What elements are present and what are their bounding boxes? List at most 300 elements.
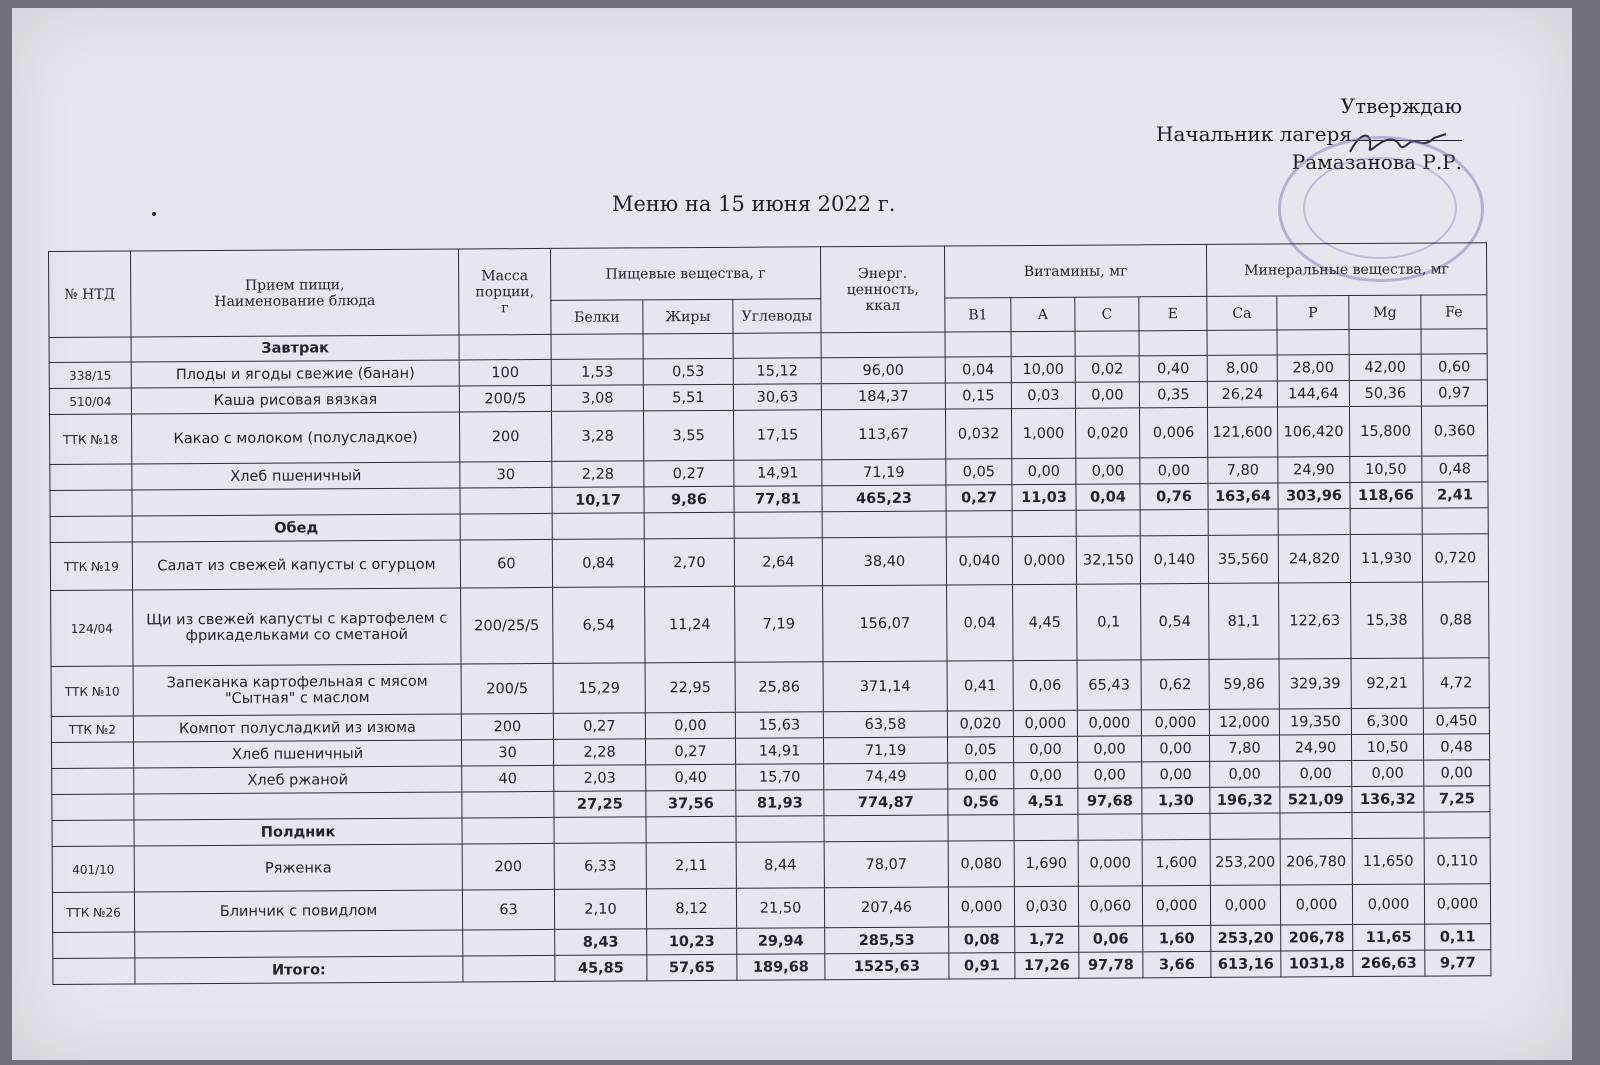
header-mass [458, 248, 551, 335]
cell-empty [1349, 329, 1421, 354]
cell-code [52, 794, 134, 821]
cell-carbs: 15,63 [735, 712, 823, 739]
cell-c: 0,02 [1075, 356, 1139, 382]
cell-a: 1,72 [1015, 926, 1079, 952]
cell-empty [1139, 330, 1207, 355]
cell-empty [1208, 509, 1278, 535]
cell-c: 0,06 [1079, 926, 1143, 952]
cell-value: 0,48 [1423, 734, 1489, 760]
cell-p: 24,820 [1278, 535, 1350, 583]
cell-b1: 0,032 [945, 409, 1011, 459]
cell-dish-name: Какао с молоком (полусладкое) [131, 412, 459, 464]
cell-p: 206,78 [1281, 925, 1353, 951]
cell-value: 0,00 [1424, 760, 1490, 786]
cell-mg: 11,650 [1352, 838, 1424, 884]
cell-empty [1422, 508, 1488, 534]
cell-value: 0,11 [1425, 924, 1491, 950]
header-meal-name-line1: Прием пищи, [244, 276, 345, 294]
cell-a: 0,000 [1012, 536, 1076, 584]
cell-code [53, 932, 135, 959]
cell-energy: 113,67 [821, 409, 945, 460]
cell-a: 0,00 [1014, 762, 1078, 788]
cell-b1: 0,15 [945, 383, 1011, 409]
cell-c: 0,060 [1078, 886, 1142, 926]
cell-empty [1424, 812, 1490, 838]
cell-a: 0,03 [1011, 382, 1075, 408]
cell-value: 0,450 [1423, 708, 1489, 734]
cell-fat: 8,12 [646, 888, 736, 929]
cell-empty [734, 512, 822, 539]
cell-ca: 7,80 [1208, 457, 1278, 483]
header-p: P [1277, 296, 1349, 330]
cell-mg: 50,36 [1349, 380, 1421, 406]
cell-dish-name: Хлеб пшеничный [132, 462, 460, 490]
cell-ca: 253,20 [1211, 925, 1281, 951]
cell-value: 0,60 [1421, 354, 1487, 380]
cell-p: 144,64 [1277, 381, 1349, 407]
cell-e: 0,006 [1139, 407, 1207, 457]
cell-ca: 121,600 [1207, 407, 1277, 457]
cell-mg: 10,50 [1350, 456, 1422, 482]
cell-c: 0,00 [1077, 736, 1141, 762]
cell-energy: 184,37 [821, 383, 945, 410]
cell-empty [462, 817, 554, 844]
page-title: Меню на 15 июня 2022 г. [612, 192, 896, 216]
cell-energy: 465,23 [822, 485, 946, 512]
menu-table [48, 242, 1491, 985]
cell-a: 0,00 [1013, 736, 1077, 762]
cell-e: 0,76 [1140, 483, 1208, 509]
cell-p: 0,00 [1280, 761, 1352, 787]
cell-empty [1142, 813, 1210, 839]
table-row [51, 582, 1489, 667]
cell-ca: 196,32 [1210, 787, 1280, 813]
cell-dish-name: Хлеб ржаной [134, 766, 462, 794]
cell-b1: 0,05 [946, 459, 1012, 485]
cell-carbs: 25,86 [735, 662, 823, 713]
cell-c: 0,00 [1078, 762, 1142, 788]
cell-carbs: 15,12 [733, 358, 821, 385]
cell-e: 0,000 [1141, 709, 1209, 735]
cell-ca: 0,000 [1210, 885, 1280, 925]
cell-fat: 10,23 [647, 928, 737, 955]
cell-empty [644, 512, 734, 539]
header-a: A [1011, 297, 1075, 331]
cell-p: 0,000 [1280, 885, 1352, 925]
cell-carbs: 8,44 [736, 842, 824, 889]
cell-mg: 136,32 [1352, 786, 1424, 812]
cell-code: ТТК №10 [51, 666, 133, 717]
cell-empty [1421, 329, 1487, 354]
cell-p: 24,90 [1279, 735, 1351, 761]
cell-ca: 81,1 [1209, 583, 1279, 659]
cell-empty [1278, 509, 1350, 535]
cell-c: 32,150 [1076, 536, 1140, 584]
cell-ca: 12,000 [1209, 709, 1279, 735]
cell-carbs: 29,94 [737, 928, 825, 955]
cell-dish-name: Компот полусладкий из изюма [133, 714, 461, 742]
cell-p: 1031,8 [1281, 951, 1353, 977]
cell-b1: 0,04 [947, 585, 1013, 661]
cell-code [52, 820, 134, 847]
cell-energy: 74,49 [824, 763, 948, 790]
cell-protein: 6,33 [554, 843, 646, 890]
cell-code: ТТК №26 [52, 892, 134, 933]
table-row [49, 406, 1487, 465]
cell-mass: 200 [459, 411, 551, 462]
cell-empty [459, 334, 551, 360]
cell-e: 0,00 [1141, 735, 1209, 761]
cell-empty [1075, 331, 1139, 356]
cell-value: 9,77 [1425, 950, 1491, 976]
cell-p: 24,90 [1278, 457, 1350, 483]
cell-mass: 200 [461, 713, 553, 740]
cell-dish-name [132, 488, 460, 516]
cell-protein: 10,17 [552, 487, 644, 514]
cell-fat: 5,51 [643, 384, 733, 411]
cell-ca: 163,64 [1208, 483, 1278, 509]
cell-c: 97,78 [1079, 952, 1143, 978]
cell-fat: 37,56 [646, 790, 736, 817]
cell-protein: 2,03 [554, 765, 646, 792]
cell-mass [463, 955, 555, 982]
cell-protein: 0,84 [552, 539, 644, 588]
cell-fat: 0,53 [643, 358, 733, 385]
cell-value: 0,000 [1424, 884, 1490, 924]
cell-empty [1210, 813, 1280, 839]
cell-p: 122,63 [1279, 583, 1351, 659]
cell-code: ТТК №19 [50, 542, 132, 591]
section-title: Полдник [134, 818, 462, 846]
menu-table-body [49, 329, 1491, 985]
cell-mass [462, 791, 554, 818]
cell-fat: 57,65 [647, 954, 737, 981]
cell-e: 0,00 [1142, 761, 1210, 787]
header-c: C [1075, 297, 1139, 331]
cell-p: 206,780 [1280, 839, 1352, 885]
cell-protein: 8,43 [555, 929, 647, 956]
cell-ca: 26,24 [1207, 381, 1277, 407]
table-row [50, 534, 1488, 591]
cell-e: 3,66 [1143, 951, 1211, 977]
cell-b1: 0,020 [947, 711, 1013, 737]
cell-energy: 371,14 [823, 661, 947, 712]
header-fat: Жиры [643, 299, 733, 334]
cell-e: 0,35 [1139, 381, 1207, 407]
cell-carbs: 81,93 [736, 790, 824, 817]
header-minerals: Минеральные вещества, мг [1206, 243, 1486, 297]
cell-mg: 15,38 [1351, 582, 1423, 658]
approver-name: Рамазанова Р.Р. [1291, 150, 1462, 174]
cell-code [52, 742, 134, 769]
cell-a: 0,000 [1013, 710, 1077, 736]
cell-protein: 6,54 [553, 587, 645, 664]
cell-mass [460, 487, 552, 514]
cell-protein: 2,28 [553, 739, 645, 766]
cell-c: 0,00 [1076, 458, 1140, 484]
approver-position: Начальник лагеря [1156, 122, 1352, 146]
cell-code: 401/10 [52, 846, 134, 893]
cell-empty [1207, 330, 1277, 355]
cell-a: 0,06 [1013, 660, 1077, 710]
cell-dish-name [134, 792, 462, 820]
cell-a: 11,03 [1012, 484, 1076, 510]
cell-code [50, 516, 132, 543]
cell-ca: 35,560 [1208, 535, 1278, 583]
cell-c: 0,000 [1078, 840, 1142, 886]
cell-mass: 200 [462, 843, 554, 890]
cell-b1: 0,56 [948, 789, 1014, 815]
cell-energy: 71,19 [823, 737, 947, 764]
cell-c: 0,04 [1076, 484, 1140, 510]
cell-mass: 60 [460, 539, 552, 588]
cell-mg: 11,930 [1350, 534, 1422, 582]
cell-a: 1,000 [1011, 408, 1075, 458]
header-meal-name-line2: Наименование блюда [214, 292, 376, 310]
cell-protein: 15,29 [553, 663, 645, 714]
cell-b1: 0,91 [949, 953, 1015, 979]
cell-protein: 2,10 [554, 889, 646, 930]
cell-dish-name: Ряженка [134, 844, 462, 892]
cell-b1: 0,41 [947, 661, 1013, 711]
cell-e: 0,54 [1141, 583, 1209, 659]
cell-ca: 8,00 [1207, 355, 1277, 381]
cell-b1: 0,080 [948, 841, 1014, 887]
cell-mg: 92,21 [1351, 658, 1423, 708]
cell-e: 0,000 [1142, 885, 1210, 925]
cell-a: 10,00 [1011, 356, 1075, 382]
cell-protein: 27,25 [554, 791, 646, 818]
header-carbs: Углеводы [733, 299, 821, 334]
cell-empty [821, 332, 945, 358]
cell-energy: 38,40 [822, 537, 946, 586]
cell-a: 4,45 [1013, 584, 1077, 660]
cell-mg: 266,63 [1353, 950, 1425, 976]
cell-e: 0,140 [1140, 535, 1208, 583]
cell-a: 0,030 [1014, 886, 1078, 926]
cell-code [49, 337, 131, 363]
cell-carbs: 14,91 [734, 460, 822, 487]
cell-protein: 3,08 [551, 385, 643, 412]
cell-dish-name: Каша рисовая вязкая [131, 386, 459, 414]
cell-empty [1014, 814, 1078, 840]
cell-mass: 200/25/5 [461, 587, 553, 664]
cell-mass: 100 [459, 359, 551, 386]
cell-code: 510/04 [49, 388, 131, 415]
cell-value: 0,720 [1422, 534, 1488, 582]
cell-c: 0,000 [1077, 710, 1141, 736]
cell-empty [554, 817, 646, 844]
cell-dish-name: Хлеб пшеничный [134, 740, 462, 768]
cell-e: 1,30 [1142, 787, 1210, 813]
cell-empty [733, 333, 821, 359]
cell-fat: 0,27 [644, 460, 734, 487]
cell-dish-name [135, 930, 463, 958]
cell-ca: 7,80 [1209, 735, 1279, 761]
cell-code: ТТК №2 [51, 716, 133, 743]
cell-code [50, 464, 132, 491]
cell-e: 1,60 [1143, 925, 1211, 951]
cell-p: 303,96 [1278, 483, 1350, 509]
cell-b1: 0,000 [948, 887, 1014, 927]
cell-mg: 0,000 [1352, 884, 1424, 924]
cell-empty [552, 513, 644, 540]
header-energy [820, 246, 945, 333]
cell-value: 0,110 [1424, 838, 1490, 884]
cell-empty [1350, 508, 1422, 534]
cell-mass: 63 [462, 889, 554, 930]
cell-fat: 2,11 [646, 842, 736, 889]
document-page [12, 8, 1572, 1060]
cell-empty [1280, 813, 1352, 839]
cell-empty [643, 333, 733, 359]
cell-protein: 45,85 [555, 955, 647, 982]
cell-energy: 63,58 [823, 711, 947, 738]
cell-dish-name: Салат из свежей капусты с огурцом [132, 540, 460, 590]
cell-b1: 0,08 [949, 927, 1015, 953]
cell-carbs: 7,19 [735, 586, 823, 663]
cell-dish-name: Запеканка картофельная с мясом "Сытная" с маслом [133, 664, 461, 716]
cell-empty [1012, 510, 1076, 536]
header-fe: Fe [1421, 295, 1487, 329]
cell-code [53, 958, 135, 985]
cell-ca: 59,86 [1209, 659, 1279, 709]
cell-mass [463, 929, 555, 956]
cell-c: 0,00 [1075, 382, 1139, 408]
cell-empty [1076, 510, 1140, 536]
cell-code: 338/15 [49, 362, 131, 389]
cell-fat: 9,86 [644, 486, 734, 513]
cell-empty [822, 511, 946, 538]
header-energy-line1: Энерг. [858, 265, 908, 282]
cell-ca: 253,200 [1210, 839, 1280, 885]
cell-empty [1078, 814, 1142, 840]
cell-empty [946, 511, 1012, 537]
header-mass-line2: порции, [475, 283, 535, 300]
cell-carbs: 30,63 [733, 384, 821, 411]
cell-empty [945, 332, 1011, 357]
cell-value: 0,88 [1423, 582, 1489, 658]
cell-energy: 285,53 [825, 927, 949, 954]
cell-a: 1,690 [1014, 840, 1078, 886]
cell-empty [1011, 331, 1075, 356]
cell-energy: 71,19 [822, 459, 946, 486]
cell-empty [460, 513, 552, 540]
cell-mg: 11,65 [1353, 924, 1425, 950]
grand-total-label: Итого: [135, 956, 463, 984]
header-ca: Ca [1207, 296, 1277, 330]
cell-carbs: 21,50 [736, 888, 824, 929]
cell-mass: 30 [460, 461, 552, 488]
cell-empty [646, 816, 736, 843]
cell-c: 0,1 [1077, 584, 1141, 660]
cell-mg: 42,00 [1349, 354, 1421, 380]
cell-empty [948, 815, 1014, 841]
cell-e: 0,62 [1141, 659, 1209, 709]
cell-energy: 774,87 [824, 789, 948, 816]
cell-mass: 30 [461, 739, 553, 766]
cell-p: 28,00 [1277, 355, 1349, 381]
cell-dish-name: Блинчик с повидлом [134, 890, 462, 932]
cell-code [50, 490, 132, 517]
header-mg: Mg [1349, 295, 1421, 329]
header-nutrients: Пищевые вещества, г [550, 247, 820, 301]
cell-dish-name: Щи из свежей капусты с картофелем с фрикадельками со сметаной [133, 588, 461, 666]
cell-carbs: 14,91 [735, 738, 823, 765]
cell-protein: 3,28 [551, 411, 643, 462]
header-mass-line1: Масса [481, 267, 529, 284]
cell-a: 4,51 [1014, 788, 1078, 814]
cell-mg: 6,300 [1351, 708, 1423, 734]
cell-mg: 0,00 [1352, 760, 1424, 786]
cell-p: 521,09 [1280, 787, 1352, 813]
cell-value: 4,72 [1423, 658, 1489, 708]
cell-a: 17,26 [1015, 952, 1079, 978]
cell-mg: 118,66 [1350, 482, 1422, 508]
cell-value: 0,48 [1422, 456, 1488, 482]
table-row [51, 658, 1489, 717]
cell-energy: 156,07 [823, 585, 947, 662]
cell-code: 124/04 [51, 590, 133, 666]
cell-value: 0,360 [1421, 406, 1487, 456]
cell-empty [1352, 812, 1424, 838]
cell-energy: 96,00 [821, 357, 945, 384]
cell-c: 0,020 [1075, 408, 1139, 458]
cell-carbs: 2,64 [734, 538, 822, 587]
cell-b1: 0,040 [946, 537, 1012, 585]
cell-b1: 0,05 [947, 737, 1013, 763]
cell-empty [1140, 509, 1208, 535]
cell-fat: 0,00 [645, 712, 735, 739]
header-mass-line3: г [501, 299, 509, 316]
cell-fat: 2,70 [644, 538, 734, 587]
cell-empty [824, 815, 948, 842]
cell-p: 106,420 [1277, 407, 1349, 457]
cell-energy: 207,46 [824, 887, 948, 928]
cell-b1: 0,27 [946, 485, 1012, 511]
approve-label: Утверждаю [1340, 94, 1462, 118]
cell-a: 0,00 [1012, 458, 1076, 484]
cell-e: 0,00 [1140, 457, 1208, 483]
cell-fat: 3,55 [643, 410, 733, 461]
cell-value: 2,41 [1422, 482, 1488, 508]
cell-protein: 1,53 [551, 359, 643, 386]
cell-e: 0,40 [1139, 355, 1207, 381]
cell-empty [1277, 330, 1349, 355]
cell-b1: 0,04 [945, 357, 1011, 383]
cell-carbs: 15,70 [736, 764, 824, 791]
cell-mass: 200/5 [461, 663, 553, 714]
cell-fat: 22,95 [645, 662, 735, 713]
cell-fat: 0,27 [645, 738, 735, 765]
cell-p: 329,39 [1279, 659, 1351, 709]
header-e: E [1139, 296, 1207, 330]
header-energy-line3: ккал [865, 297, 901, 314]
cell-protein: 2,28 [552, 461, 644, 488]
header-protein: Белки [551, 300, 643, 335]
cell-mg: 15,800 [1349, 406, 1421, 456]
cell-ca: 613,16 [1211, 951, 1281, 977]
stray-dot [152, 212, 156, 216]
header-ntd: № НТД [49, 251, 132, 337]
cell-protein: 0,27 [553, 713, 645, 740]
cell-carbs: 189,68 [737, 954, 825, 981]
header-vitamins: Витамины, мг [944, 244, 1206, 298]
section-title: Завтрак [131, 335, 459, 362]
cell-dish-name: Плоды и ягоды свежие (банан) [131, 360, 459, 388]
cell-empty [551, 334, 643, 360]
cell-energy: 78,07 [824, 841, 948, 888]
